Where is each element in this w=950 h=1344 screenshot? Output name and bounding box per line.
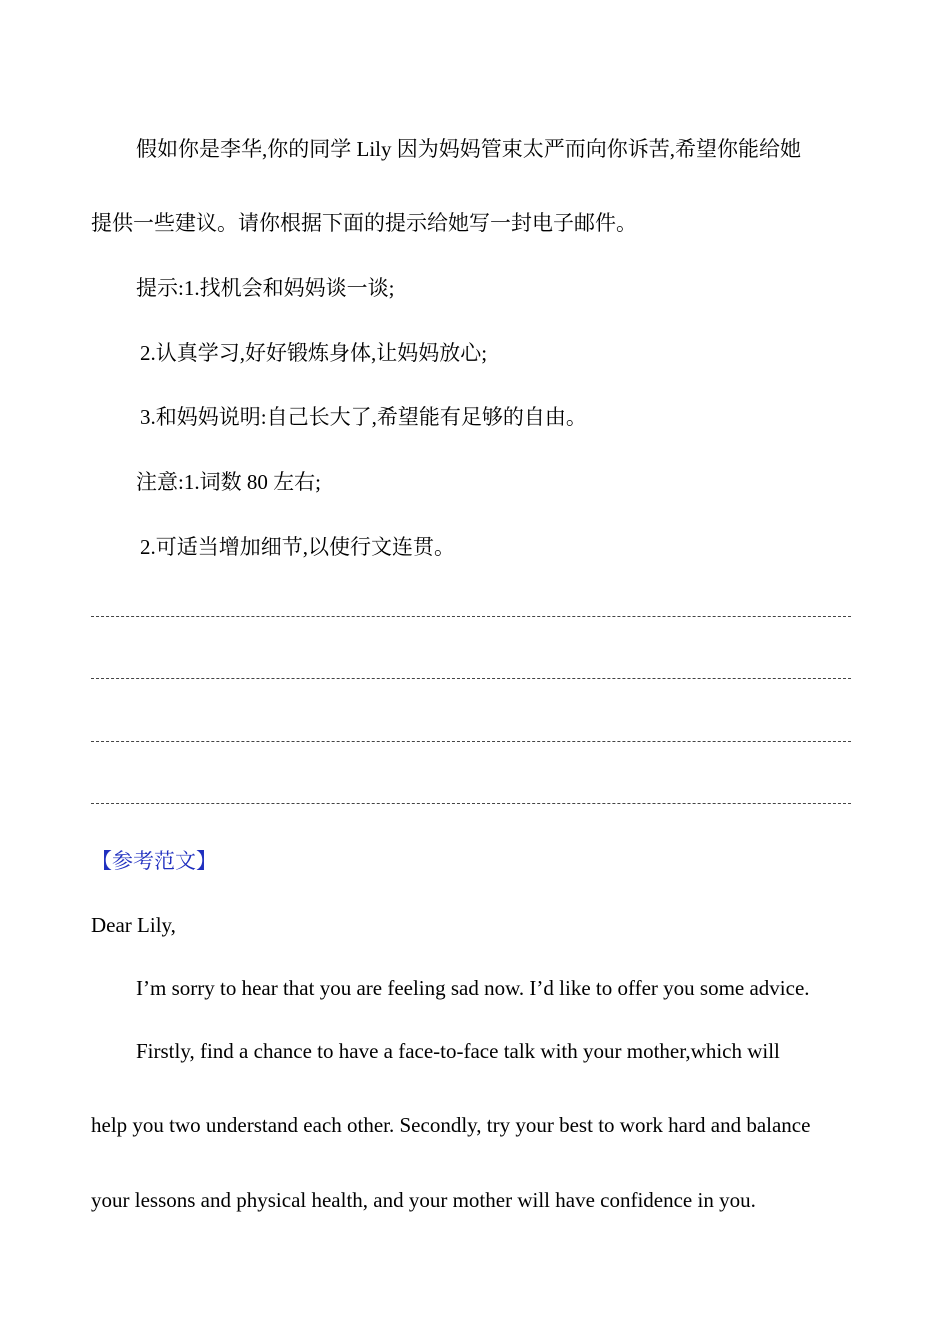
sample-line-2: Firstly, find a chance to have a face-to-face talk with your mother,which will xyxy=(136,1039,780,1063)
sample-salutation: Dear Lily, xyxy=(91,913,176,937)
prompt-paragraph-line-2: 提供一些建议。请你根据下面的提示给她写一封电子邮件。 xyxy=(91,211,637,235)
hint-item-2: 2.认真学习,好好锻炼身体,让妈妈放心; xyxy=(140,341,488,365)
note-item-2: 2.可适当增加细节,以使行文连贯。 xyxy=(140,535,455,559)
hint-item-3: 3.和妈妈说明:自己长大了,希望能有足够的自由。 xyxy=(140,405,587,429)
sample-line-4: your lessons and physical health, and your mother will have confidence in you. xyxy=(91,1188,756,1212)
sample-line-3: help you two understand each other. Secondly, try your best to work hard and balance xyxy=(91,1113,811,1137)
answer-line xyxy=(91,803,851,804)
sample-heading: 【参考范文】 xyxy=(91,849,217,873)
answer-line xyxy=(91,741,851,742)
answer-line xyxy=(91,678,851,679)
note-item-1: 注意:1.词数 80 左右; xyxy=(136,470,321,494)
answer-line xyxy=(91,616,851,617)
sample-line-1: I’m sorry to hear that you are feeling sad now. I’d like to offer you some advice. xyxy=(136,976,810,1000)
hint-item-1: 提示:1.找机会和妈妈谈一谈; xyxy=(136,276,395,300)
prompt-paragraph-line-1: 假如你是李华,你的同学 Lily 因为妈妈管束太严而向你诉苦,希望你能给她 xyxy=(136,137,801,161)
